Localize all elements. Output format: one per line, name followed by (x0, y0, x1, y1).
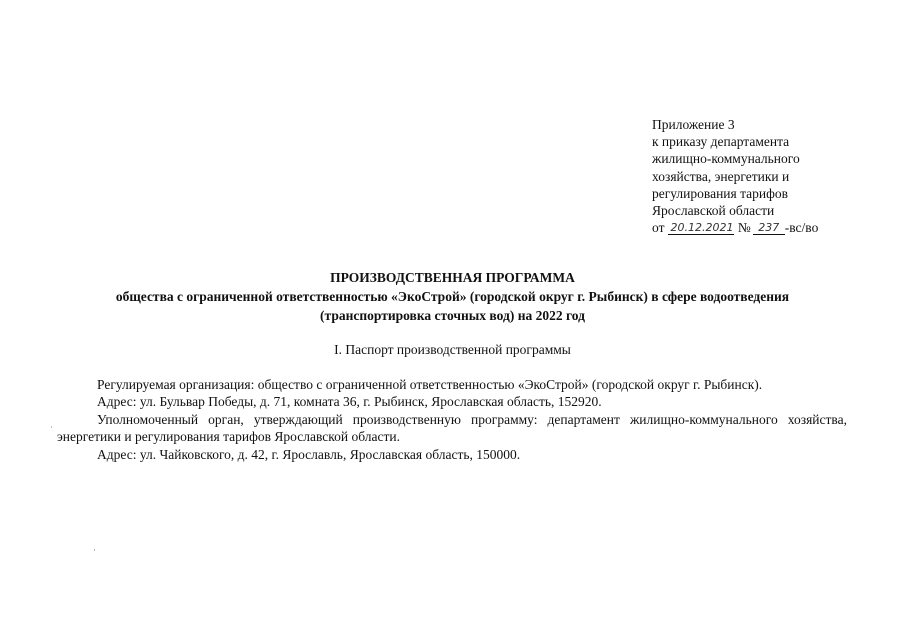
handwritten-number: 237 (753, 221, 785, 235)
date-prefix: от (652, 220, 665, 236)
paragraph-authority-address: Адрес: ул. Чайковского, д. 42, г. Ярославль, Ярославская область, 150000. (97, 446, 521, 462)
appendix-line: жилищно-коммунального (652, 151, 800, 167)
scan-speck (94, 549, 95, 551)
title-line-3: (транспортировка сточных вод) на 2022 год (320, 308, 585, 323)
paragraph-organization: Регулируемая организация: общество с ограниченной ответственностью «ЭкоСтрой» (городской округ г. Рыбинск). (97, 377, 763, 392)
number-suffix: -вс/во (784, 220, 819, 236)
appendix-line: регулирования тарифов (652, 185, 789, 201)
appendix-block (652, 116, 892, 236)
order-date-line (652, 219, 892, 236)
title-line-2: общества с ограниченной ответственностью «ЭкоСтрой» (городской округ г. Рыбинск) в сфере водоотведения (115, 289, 790, 304)
appendix-line: хозяйства, энергетики и (652, 168, 790, 184)
section-heading: I. Паспорт производственной программы (334, 342, 571, 357)
title-line-1: ПРОИЗВОДСТВЕННАЯ ПРОГРАММА (330, 270, 575, 285)
appendix-line: Ярославской области (652, 203, 775, 219)
paragraph-authority: Уполномоченный орган, утверждающий производственную программу: департамент жилищно-коммунального хозяйства, энергетики и регулирования тарифов Ярославской области. (57, 411, 847, 445)
handwritten-date: 20.12.2021 (670, 221, 734, 235)
appendix-line: к приказу департамента (652, 134, 790, 150)
scan-speck (51, 426, 52, 428)
appendix-line: Приложение 3 (652, 117, 735, 132)
number-sign: № (737, 220, 751, 236)
program-title (40, 268, 865, 325)
paragraph-organization-address: Адрес: ул. Бульвар Победы, д. 71, комната 36, г. Рыбинск, Ярославская область, 152920. (97, 394, 602, 410)
passport-body (57, 376, 847, 463)
